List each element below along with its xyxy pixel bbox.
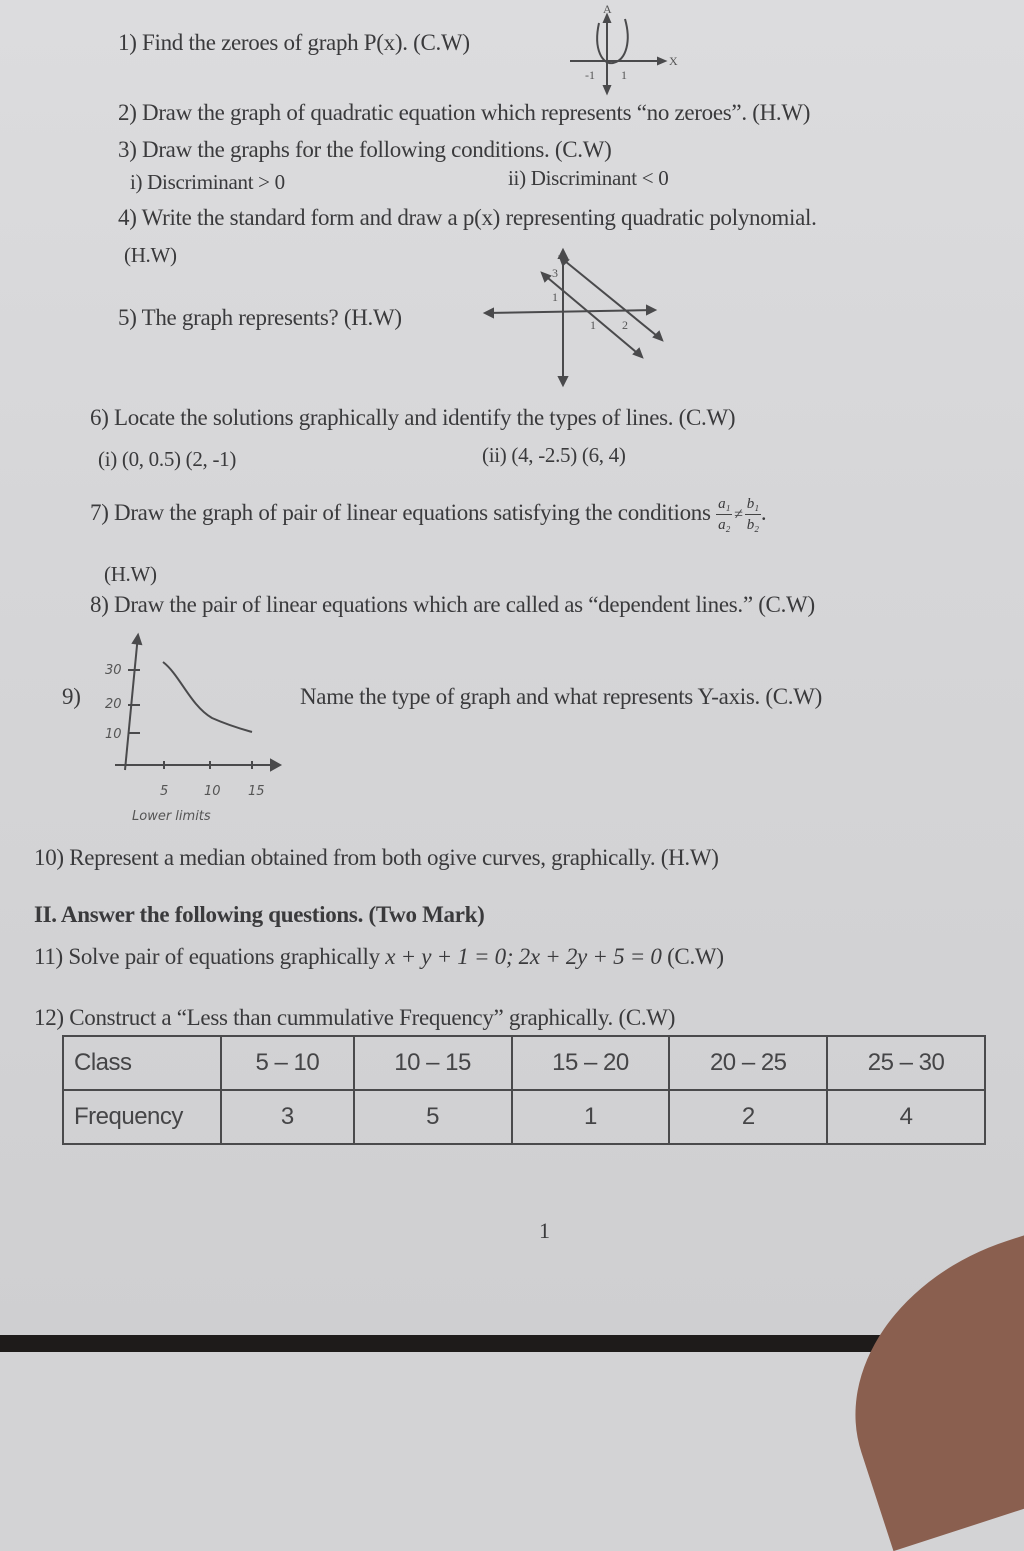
q7-tag: (H.W) — [104, 562, 157, 586]
y-axis-label: A — [603, 2, 612, 16]
question-text: Find the zeroes of graph P(x). (C.W) — [142, 30, 470, 55]
x-axis-label: X — [669, 54, 678, 68]
question-text: Write the standard form and draw a p(x) representing quadratic polynomial. — [141, 205, 817, 230]
question-number: 11) — [34, 944, 63, 969]
question-9: Name the type of graph and what represents Y-axis. (C.W) — [300, 684, 823, 709]
question-2 — [118, 100, 810, 126]
table-cell: Frequency — [63, 1090, 221, 1144]
question-number: 8) — [90, 592, 109, 617]
question-number: 3) — [118, 137, 137, 162]
question-12 — [34, 1005, 675, 1031]
question-number: 7) — [90, 499, 109, 525]
question-text: Draw the graph of quadratic equation which represents “no zeroes”. (H.W) — [142, 100, 811, 125]
table-cell: 10 – 15 — [354, 1036, 512, 1090]
svg-text:3: 3 — [552, 266, 558, 280]
fraction-a: $\frac{\text{a₁}}{\text{a₂}}$ — [718, 496, 731, 533]
question-4 — [118, 205, 817, 231]
question-6 — [90, 405, 735, 431]
question-text: Represent a median obtained from both ogive curves, graphically. (H.W) — [69, 845, 719, 870]
question-10 — [34, 845, 719, 871]
page-number: 1 — [539, 1218, 550, 1243]
question-text: Draw the graph of pair of linear equations satisfying the conditions — [114, 499, 711, 525]
q6-option-2: (ii) (4, -2.5) (6, 4) — [482, 443, 626, 467]
table-cell: 4 — [827, 1090, 985, 1144]
svg-text:2: 2 — [622, 318, 628, 332]
table-cell: 25 – 30 — [827, 1036, 985, 1090]
q6-option-1: (i) (0, 0.5) (2, -1) — [98, 447, 237, 471]
question-text: The graph represents? (H.W) — [141, 305, 402, 330]
question-number: 5) — [118, 305, 137, 330]
svg-text:5: 5 — [160, 784, 169, 799]
question-text: Solve pair of equations graphically — [68, 944, 380, 969]
question-number: 6) — [90, 405, 109, 430]
question-text: 1) — [118, 30, 137, 55]
not-equal-sign: ≠ — [734, 505, 743, 523]
equation: x + y + 1 = 0; 2x + 2y + 5 = 0 — [385, 944, 662, 969]
question-text: Draw the graphs for the following conditions. (C.W) — [142, 137, 612, 162]
svg-text:10: 10 — [204, 784, 221, 799]
table-cell: 5 – 10 — [221, 1036, 354, 1090]
tick-label: 1 — [621, 68, 627, 82]
table-cell: 15 – 20 — [512, 1036, 670, 1090]
section-heading: II. Answer the following questions. (Two Mark) — [34, 902, 485, 927]
question-1 — [118, 30, 470, 56]
question-5 — [118, 305, 402, 331]
svg-text:1: 1 — [552, 290, 558, 304]
question-number: 12) — [34, 1005, 64, 1030]
question-tag: (C.W) — [667, 944, 724, 969]
question-3 — [118, 137, 612, 163]
question-text: Locate the solutions graphically and identify the types of lines. (C.W) — [114, 405, 736, 430]
svg-text:30: 30 — [105, 663, 122, 678]
q4-tag: (H.W) — [124, 243, 177, 267]
table-cell: 1 — [512, 1090, 670, 1144]
table-cell: 5 — [354, 1090, 512, 1144]
svg-text:20: 20 — [105, 697, 122, 712]
question-9-number: 9) — [62, 684, 81, 709]
q3-option-2: ii) Discriminant < 0 — [508, 166, 669, 190]
question-number: 4) — [118, 205, 137, 230]
q5-parallel-lines-graph — [480, 245, 670, 390]
svg-text:10: 10 — [105, 727, 122, 742]
question-number: 2) — [118, 100, 137, 125]
question-8 — [90, 592, 815, 618]
tick-label: -1 — [585, 68, 595, 82]
table-cell: 2 — [669, 1090, 827, 1144]
question-text: Construct a “Less than cummulative Frequency” graphically. (C.W) — [69, 1005, 676, 1030]
question-number: 10) — [34, 845, 64, 870]
table-cell: 3 — [221, 1090, 354, 1144]
question-7: 7) Draw the graph of pair of linear equations satisfying the conditions $\frac{\text{a₁}}{\text{a₂}}$ ≠ $\frac{\text{b₁}}{\text{b₂}}$ . — [90, 496, 767, 533]
svg-text:1: 1 — [590, 318, 596, 332]
svg-text:Lower limits: Lower limits — [132, 809, 211, 824]
table-row — [63, 1090, 985, 1144]
table-cell: 20 – 25 — [669, 1036, 827, 1090]
question-text: Draw the pair of linear equations which are called as “dependent lines.” (C.W) — [114, 592, 815, 617]
question-11 — [34, 944, 724, 970]
q1-parabola-graph — [565, 2, 685, 95]
q3-option-1: i) Discriminant > 0 — [130, 170, 285, 194]
frequency-table — [62, 1035, 986, 1145]
svg-text:15: 15 — [248, 784, 265, 799]
q9-ogive-graph — [100, 630, 300, 830]
table-cell: Class — [63, 1036, 221, 1090]
fraction-b: $\frac{\text{b₁}}{\text{b₂}}$ — [746, 496, 759, 533]
table-row — [63, 1036, 985, 1090]
